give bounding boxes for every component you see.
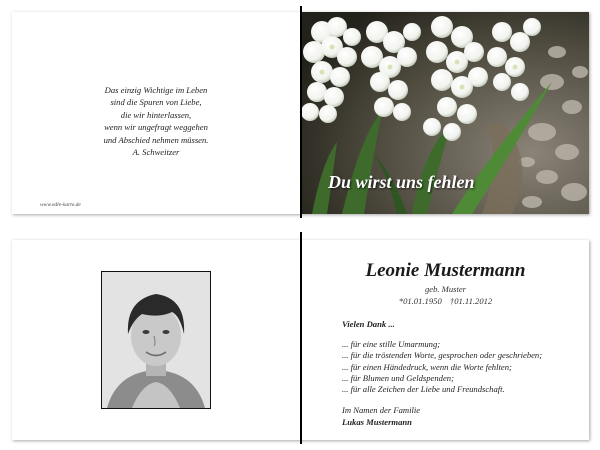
life-dates <box>302 296 589 306</box>
quote-line: und Abschied nehmen müssen. <box>103 134 209 145</box>
quote-author: A. Schweitzer <box>132 147 180 158</box>
quote-line: die wir hinterlassen, <box>120 109 192 120</box>
death-date: †01.11.2012 <box>449 296 493 306</box>
birth-date: *01.01.1950 <box>398 296 442 306</box>
list-item: ... für einen Händedruck, wenn die Worte fehlten; <box>342 361 512 372</box>
photo-caption: Du wirst uns fehlen <box>328 172 475 192</box>
thanks-list <box>342 339 542 395</box>
list-item: ... für Blumen und Geldspenden; <box>342 372 454 383</box>
quote-line: Das einzig Wichtige im Leben <box>104 85 208 95</box>
quote-line: sind die Spuren von Liebe, <box>110 97 202 108</box>
list-item: ... für die tröstenden Worte, gesprochen oder geschrieben; <box>342 350 543 361</box>
thanks-heading: Vielen Dank ... <box>342 319 395 329</box>
quote-line: wenn wir ungefragt weggehen <box>104 122 208 133</box>
portrait-photo <box>101 271 211 409</box>
quote-block <box>14 84 298 158</box>
signature: Lukas Mustermann <box>342 417 412 427</box>
website-text: www.edle-karte.de <box>40 202 81 208</box>
list-item: ... für eine stille Umarmung; <box>342 339 441 349</box>
deceased-name: Leonie Mustermann <box>365 260 526 281</box>
closing-text: Im Namen der Familie <box>342 405 421 415</box>
list-item: ... für alle Zeichen der Liebe und Freundschaft. <box>342 384 505 395</box>
birth-name: geb. Muster <box>424 284 467 294</box>
portrait-image <box>102 272 210 408</box>
hyacinth-photo <box>302 12 589 214</box>
fold-line-top <box>300 6 302 218</box>
